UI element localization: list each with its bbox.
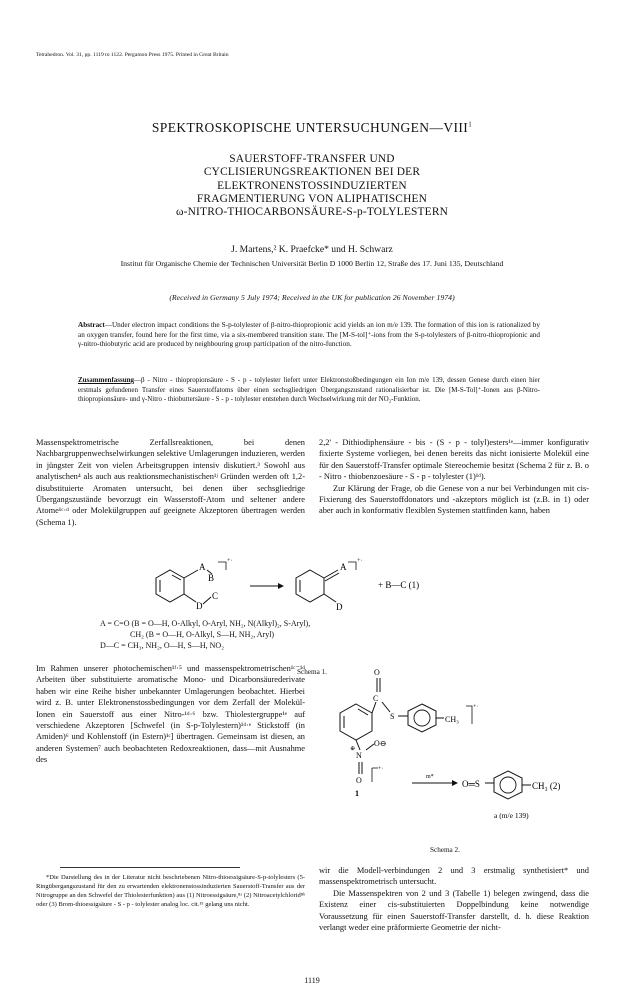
- legend-line: A = C=O (B = O—H, O-Alkyl, O-Aryl, NH₂, N(Alkyl)₂, S-Aryl),: [100, 619, 311, 628]
- scheme1-label-c: C: [212, 591, 219, 601]
- abstract-label: Abstract: [78, 321, 105, 329]
- paper-subtitle: [60, 153, 564, 219]
- scheme2-compound-number: 1: [355, 789, 359, 798]
- scheme-2-diagram: [322, 664, 602, 844]
- title-footnote-ref: 1: [468, 120, 473, 129]
- scheme2-methyl: CH₃: [445, 715, 459, 724]
- institute: Institut für Organische Chemie der Technischen Universität Berlin D 1000 Berlin 12, Straße des 17. Juni 135, Deutschland: [120, 259, 504, 268]
- scheme2-o-minus: O⊖: [374, 739, 387, 748]
- legend-line: CH₂ (B = O—H, O-Alkyl, S—H, NH₂, Aryl): [130, 630, 275, 639]
- footnote-rule: [60, 867, 240, 868]
- scheme2-oxygen-top: O: [374, 668, 380, 677]
- authors: J. Martens,² K. Praefcke* und H. Schwarz: [231, 244, 393, 255]
- scheme2-sulfur: S: [390, 712, 395, 721]
- scheme1-product-label-a: A: [340, 562, 347, 572]
- page-number: 1119: [304, 976, 320, 985]
- subtitle-line: CYCLISIERUNGSREAKTIONEN BEI DER: [203, 166, 421, 179]
- scheme1-label-b: B: [208, 573, 215, 583]
- subtitle-line: FRAGMENTIERUNG VON ALIPHATISCHEN: [196, 192, 428, 205]
- paper-title: SPEKTROSKOPISCHE UNTERSUCHUNGEN—VIII$^1$: [151, 120, 473, 135]
- footnote: *Die Darstellung des in der Literatur nicht beschriebenen Nitro-thioessigsäure-S-p-tolylesters (5-Ringübergangszustand für den zu erwartenden elektronenstossinduzierten Sauerstoff-Transfer aus der Nitrogruppe an den Schwefel der Thiolesterfunktion) aus (1) Nitroessigsäure,⁸ᵃ (2) Nitroacetylchlorid⁸ᵇ oder (3) Brom-thioessigsäure - S - p - tolylester analog loc. cit.¹⁵ gelang uns nicht.: [36, 874, 305, 908]
- scheme2-n-plus: ⊕: [350, 746, 356, 752]
- journal-name: Tetrahedron.: [36, 52, 65, 58]
- zusammenfassung: [78, 376, 540, 405]
- body-column-left-top: Massenspektrometrische Zerfallsreaktionen, bei denen Nachbargruppenwechselwirkungen selektive Umlagerungen induzieren, werden in jüngster Zeit von vielen Arbeitsgruppen intensiv diskutiert.³ Sowohl aus analytischen⁴ als auch aus reaktionsmechanistischen¹ʲ Gründen werden oft 1,2-disubstituierte Aromaten untersucht, bei denen über sechsgliedrige Übergangszustände bevorzugt ein Wasserstoff-Atom und seltener andere Atome¹ᶜ·ᵈ oder Molekülgruppen auf geeignete Akzeptoren übertragen werden (Schema 1).: [36, 438, 305, 527]
- paragraph: 2,2' - Dithiodiphensäure - bis - (S - p - tolyl)esters¹ᵉ—immer konfigurativ fixierte Systeme vorliegen, bei denen bereits das nicht ionisierte Molekül eine für den Sauerstoff-Transfer optimale Stereochemie besitzt (Schema 2 für z. B. o - Nitro - thiobenzoesäure - S - p - tolylester (1)¹ᵈ).: [319, 438, 589, 482]
- scheme1-label-a: A: [199, 562, 206, 572]
- subtitle-line: SAUERSTOFF-TRANSFER UND: [229, 153, 395, 165]
- scheme2-charge-bottom: +·: [378, 766, 384, 772]
- scheme1-charge-2: +·: [357, 558, 363, 564]
- zusammenfassung-text: —β - Nitro - thiopropionsäure - S - p - tolylester liefert unter Elektronstoßbedingungen ein Ion m/e 139, dessen Genese durch einen hier erstmals gefundenen Transfer eines Sauerstoffatoms über einen sechsgliedrigen Übergangszustand rationalisierbar ist. Die [M-S-Tol]⁺-Ionen aus β-Nitro-thiopropionsäure- und γ-Nitro - thiobuttersäure - S - p - tolylester entstehen durch Wechselwirkung mit der NO₂-Funktion.: [78, 376, 540, 404]
- scheme-2-caption: Schema 2.: [430, 846, 460, 854]
- scheme2-oxygen-bottom: O: [356, 776, 362, 785]
- scheme-1-legend: [100, 618, 540, 651]
- journal-info: Vol. 31, pp. 1119 to 1122. Pergamon Press 1975. Printed in Great Britain: [65, 52, 229, 58]
- scheme2-product-methyl: CH₃ (2): [532, 781, 561, 791]
- subtitle-line: ω-NITRO-THIOCARBONSÄURE-S-p-TOLYLESTERN: [175, 206, 449, 219]
- scheme2-product-os: O═S: [462, 779, 480, 789]
- scheme2-metastable: m*: [426, 774, 434, 780]
- body-column-right-bottom: [319, 865, 589, 933]
- scheme2-charge: +·: [473, 704, 479, 710]
- body-column-right-top: [319, 437, 589, 517]
- paragraph: wir die Modell-verbindungen 2 und 3 erstmalig synthetisiert* und massenspektrometrisch untersucht.: [319, 866, 589, 887]
- subtitle-line: ELEKTRONENSTOSSINDUZIERTEN: [217, 179, 407, 192]
- scheme2-nitrogen: N: [356, 751, 362, 760]
- legend-line: D—C = CH₃, NH₂, O—H, S—H, NO₂: [100, 641, 224, 650]
- scheme1-product-label-d: D: [336, 602, 343, 612]
- scheme2-carbon: C: [373, 694, 379, 703]
- journal-header: [36, 52, 229, 58]
- zusammenfassung-label: Zusammenfassung: [78, 376, 135, 384]
- scheme1-label-d: D: [196, 601, 203, 611]
- body-column-left-bottom: Im Rahmen unserer photochemischen¹ᶠ·⁵ und massenspektrometrischen¹ᶜ⁻¹ᵈ Arbeiten über substituierte aromatische Mono- und Dicarbonsäurederivate haben wir eine Reihe bisher unbekannter Umlagerungen beobachtet. Hierbei wird z. B. unter Elektronenstossbedingungen vor dem Zerfall der Molekül-Ionen ein Sauerstoff aus einer Nitro-¹ᵈ·⁶ bzw. Thiolestergruppe¹ᵉ auf verschiedene Akzeptoren [Schwefel (in S-p-Tolylestern)¹ᵈ·ᵉ Stickstoff (in Amiden)⁶ und Kohlenstoff (in Estern)¹ᶜ] übertragen. Gemeinsam ist diesen, an anderen Systemen⁷ auch beobachteten Redoxreaktionen, dass—mit Ausnahme des: [36, 664, 305, 765]
- scheme-1-diagram: [150, 556, 490, 618]
- scheme2-ion-label: a (m/e 139): [494, 811, 529, 820]
- abstract: [78, 321, 540, 350]
- received-dates: (Received in Germany 5 July 1974; Received in the UK for publication 26 November 1974): [169, 293, 455, 302]
- paragraph: Zur Klärung der Frage, ob die Genese von a nur bei Verbindungen mit cis-Fixierung des Sauerstoffdonators und -akzeptors möglich ist (z.B. in 1) oder aber auch in konformativ flexiblen Systemen stattfinden kann, haben: [319, 483, 589, 516]
- paragraph: Die Massenspektren von 2 und 3 (Tabelle 1) belegen zwingend, dass die Existenz einer cis-substituierten Doppelbindung keine notwendige Voraussetzung für einen Sauerstoff-Transfer darstellt, d. h. diese Reaktion verlangt weder eine präformierte Geometrie der nicht-: [319, 888, 589, 933]
- abstract-text: —Under electron impact conditions the S-p-tolylester of β-nitro-thiopropionic acid yields an ion m/e 139. The formation of this ion is rationalized by an oxygen transfer, found here for the first time, via a six-membered transition state. The [M-S-tol]⁺-ions from the S-p-tolylesters of β-nitro-thiopropionic and γ-nitro-thiobutyric acid are produced by neighbouring group participation of the nitro-function.: [78, 321, 540, 349]
- scheme-1-caption: Schema 1.: [297, 668, 327, 676]
- scheme1-products: + B—C (1): [378, 580, 420, 590]
- scheme1-charge-1: +·: [227, 558, 233, 564]
